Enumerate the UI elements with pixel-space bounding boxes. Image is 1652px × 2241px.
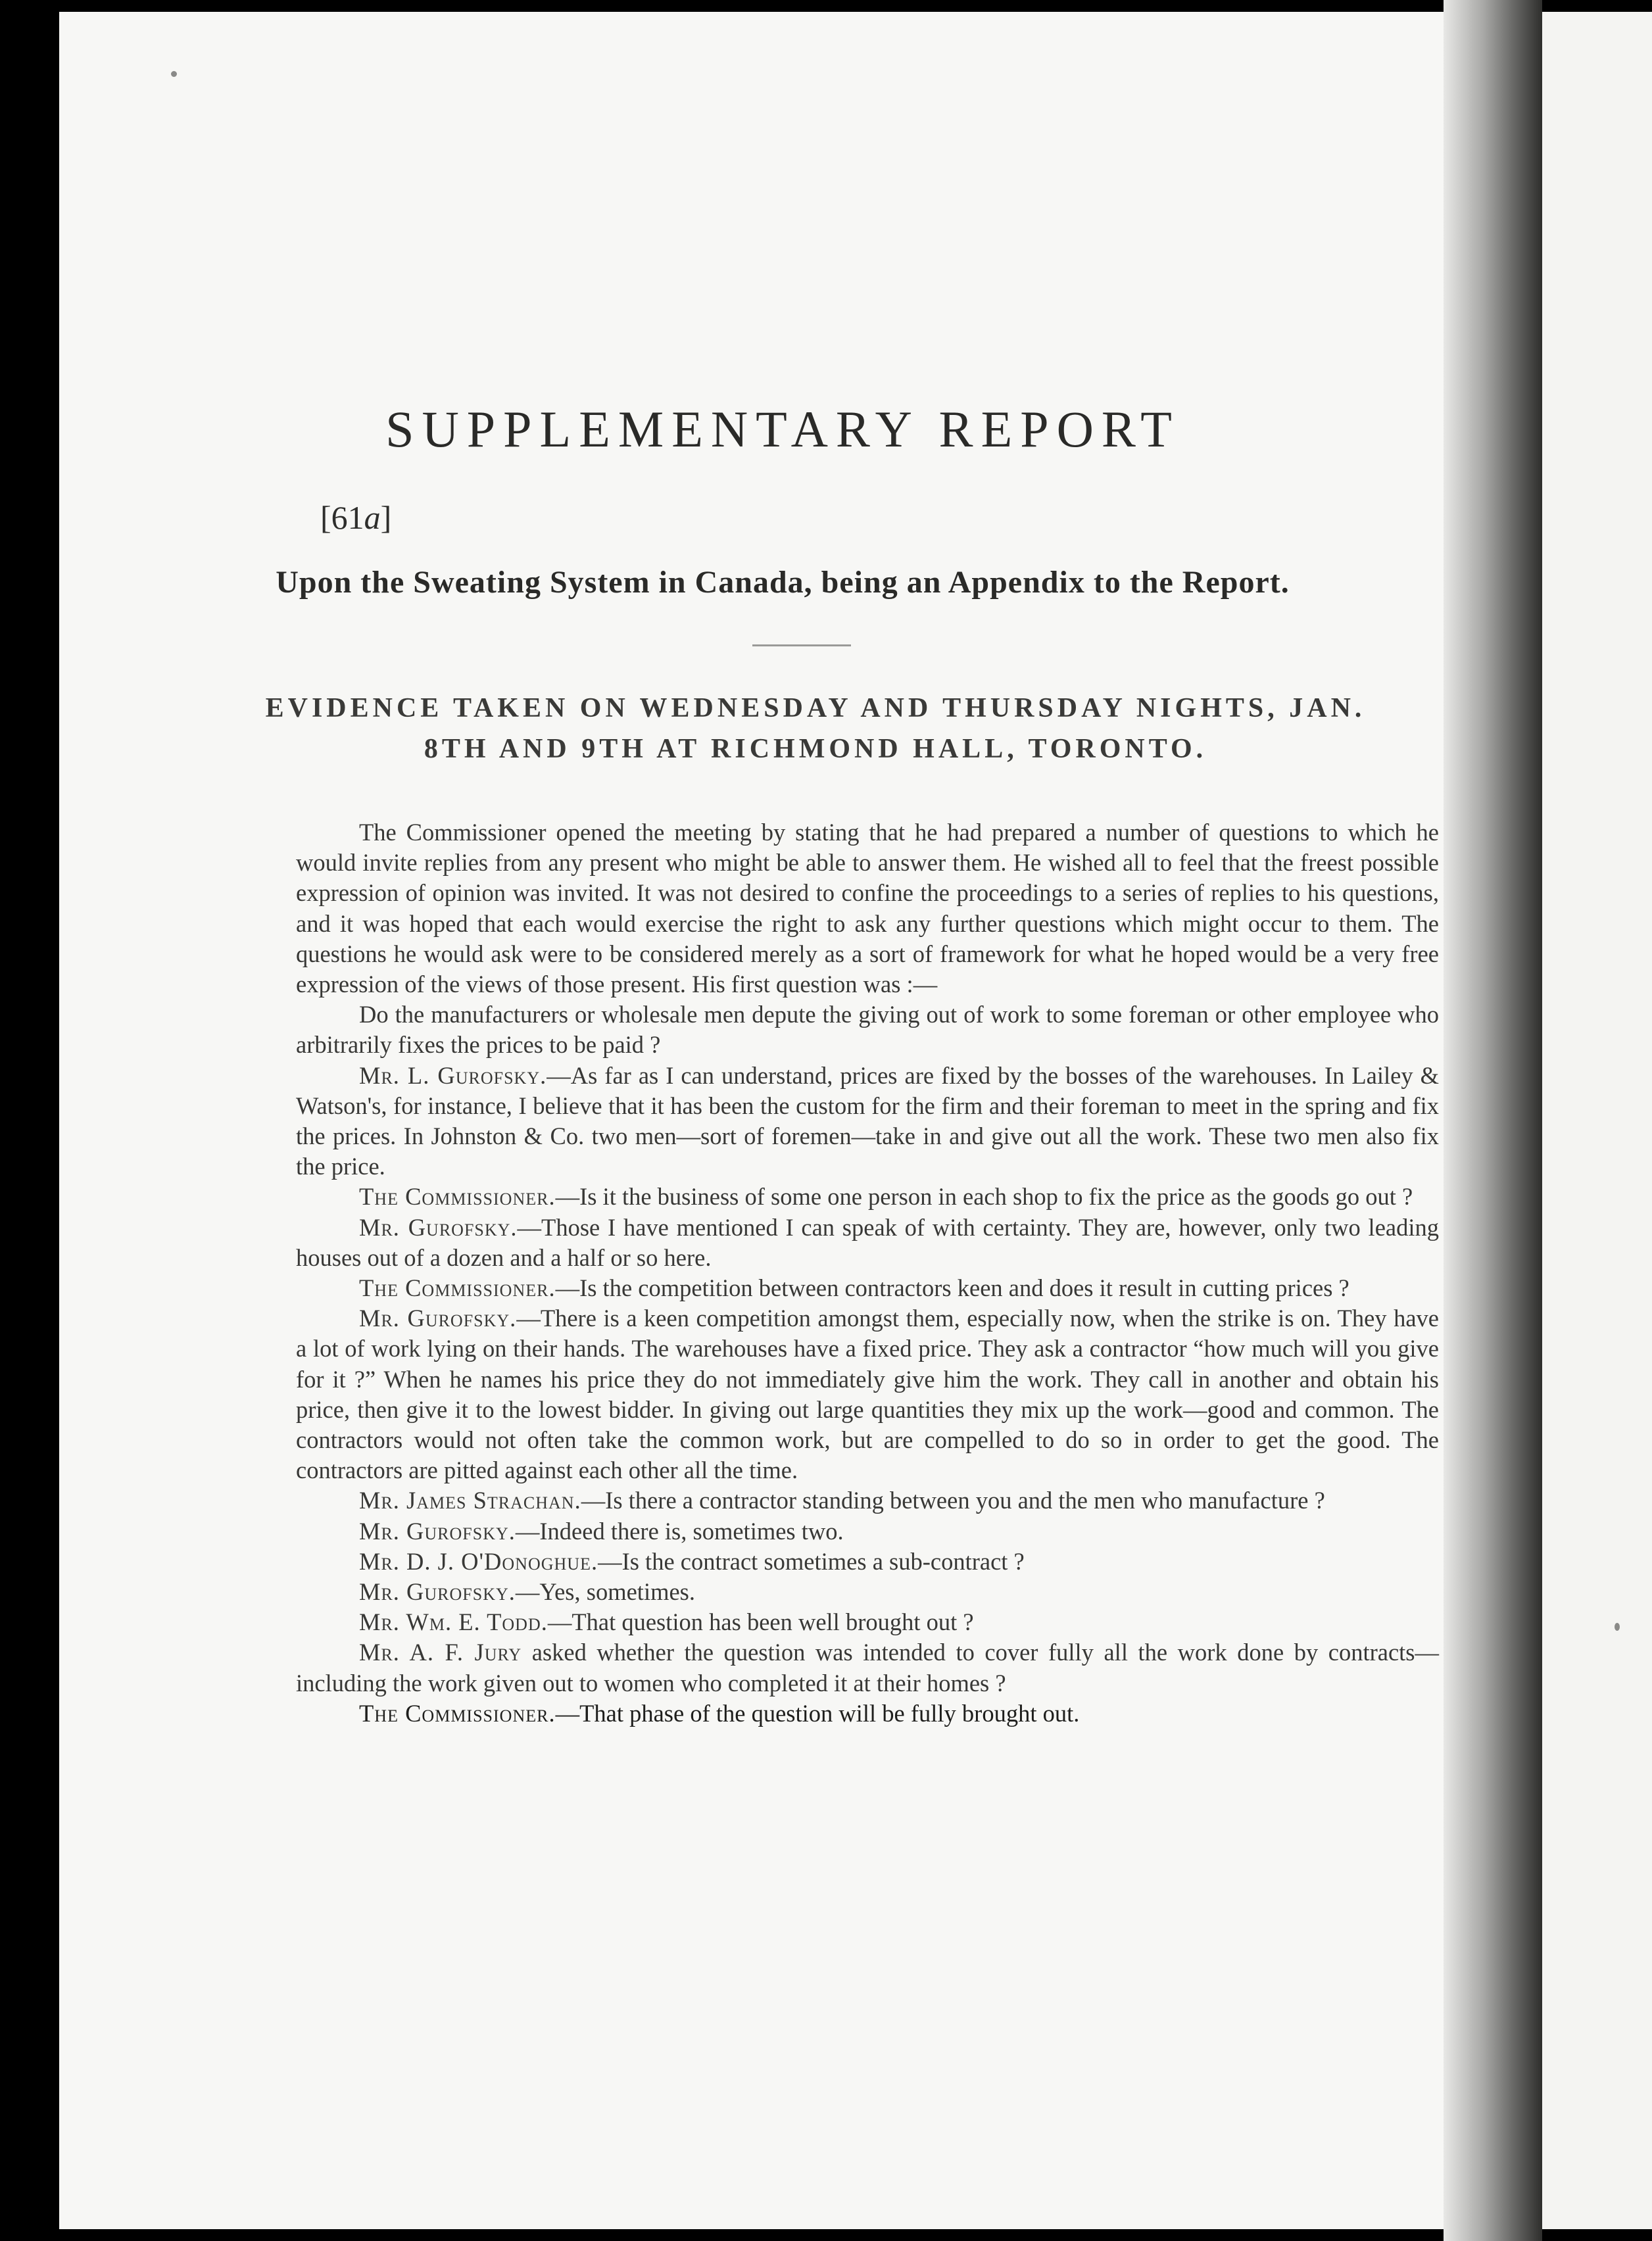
- speaker-name: Mr. Gurofsky.: [359, 1305, 517, 1332]
- paragraph: [296, 1182, 1439, 1212]
- document-number-suffix: ]: [380, 499, 392, 536]
- paragraph-text: —Is there a contractor standing between you and the men who manufacture ?: [581, 1487, 1325, 1514]
- report-subtitle: Upon the Sweating System in Canada, being an Appendix to the Report.: [276, 565, 1290, 600]
- paragraph: [296, 1577, 1439, 1607]
- speaker-name: Mr. Wm. E. Todd.: [359, 1608, 548, 1636]
- paragraph: [296, 1061, 1439, 1182]
- speaker-name: Mr. D. J. O'Donoghue.: [359, 1547, 598, 1575]
- paragraph-text: —Is it the business of some one person in each shop to fix the price as the goods go out ?: [555, 1183, 1413, 1211]
- page-speck: [1615, 1623, 1620, 1631]
- document-number-letter: a: [364, 499, 381, 536]
- speaker-name: The Commissioner.: [359, 1183, 556, 1211]
- paragraph-text: —Is the competition between contractors keen and does it result in cutting prices ?: [555, 1274, 1349, 1302]
- paragraph-text: —As far as I can understand, prices are fixed by the bosses of the warehouses. In Lailey & Watson's, for instance, I believe that it has been the custom for the firm and their foreman to meet in the spring and fix the prices. In Johnston & Co. two men—sort of foremen—take in and give out all the work. These two men also fix the price.: [296, 1061, 1439, 1180]
- paragraph: [296, 1516, 1439, 1547]
- speaker-name: Mr. Gurofsky.: [359, 1517, 516, 1545]
- document-page: [59, 12, 1506, 2229]
- speaker-name: Mr. James Strachan.: [359, 1487, 581, 1514]
- speaker-name: The Commissioner.: [359, 1699, 556, 1727]
- paragraph-text: —That phase of the question will be fully brought out.: [555, 1699, 1080, 1727]
- evidence-heading-line-1: EVIDENCE TAKEN ON WEDNESDAY AND THURSDAY NIGHTS, JAN.: [265, 693, 1366, 723]
- paragraph: [296, 1485, 1439, 1516]
- paragraph-text: —Indeed there is, sometimes two.: [515, 1517, 844, 1545]
- report-title: SUPPLEMENTARY REPORT: [385, 400, 1180, 458]
- paragraph-text: Do the manufacturers or wholesale men depute the giving out of work to some foreman or other employee who arbitrarily fixes the prices to be paid ?: [296, 1001, 1439, 1059]
- speaker-name: Mr. L. Gurofsky.: [359, 1061, 547, 1089]
- paragraph-text: —Is the contract sometimes a sub-contract ?: [598, 1547, 1025, 1575]
- speaker-name: Mr. Gurofsky.: [359, 1578, 516, 1606]
- evidence-body: [296, 817, 1439, 1729]
- book-gutter: [1444, 0, 1542, 2241]
- paragraph: [296, 1547, 1439, 1577]
- document-number-prefix: [61: [320, 499, 364, 536]
- adjacent-page-edge: [1542, 12, 1652, 2229]
- section-divider: [752, 644, 851, 646]
- document-number: [320, 498, 391, 537]
- page-speck: [171, 71, 177, 77]
- speaker-name: Mr. Gurofsky.: [359, 1213, 518, 1241]
- paragraph-text: —Those I have mentioned I can speak of with certainty. They are, however, only two leading houses out of a dozen and a half or so here.: [296, 1213, 1439, 1271]
- paragraph: [296, 1213, 1439, 1273]
- paragraph-text: asked whether the question was intended to cover fully all the work done by contracts—including the work given out to women who completed it at their homes ?: [296, 1639, 1439, 1697]
- speaker-name: The Commissioner.: [359, 1274, 556, 1302]
- paragraph-text: —Yes, sometimes.: [515, 1578, 696, 1606]
- paragraph: [296, 1303, 1439, 1485]
- evidence-heading-line-2: 8TH AND 9TH AT RICHMOND HALL, TORONTO.: [424, 734, 1207, 764]
- paragraph: [296, 1000, 1439, 1060]
- paragraph: [296, 1273, 1439, 1303]
- paragraph: [296, 1637, 1439, 1698]
- paragraph: [296, 1607, 1439, 1637]
- paragraph-text: The Commissioner opened the meeting by stating that he had prepared a number of questions to which he would invite replies from any present who might be able to answer them. He wished all to feel that the freest possible expression of opinion was invited. It was not desired to confine the proceedings to a series of replies to his questions, and it was hoped that each would exercise the right to ask any further questions which might occur to them. The questions he would ask were to be considered merely as a sort of framework for what he hoped would be a very free expression of the views of those present. His first question was :—: [296, 819, 1439, 998]
- paragraph-text: —There is a keen competition amongst them, especially now, when the strike is on. They have a lot of work lying on their hands. The warehouses have a fixed price. They ask a contractor “how much will you give for it ?” When he names his price they do not immediately give him the work. They call in another and obtain his price, then give it to the lowest bidder. In giving out large quantities they mix up the work—good and common. The contractors would not often take the common work, but are compelled to do so in order to get the good. The contractors are pitted against each other all the time.: [296, 1305, 1439, 1484]
- evidence-heading: [224, 688, 1407, 769]
- speaker-name: Mr. A. F. Jury: [359, 1639, 522, 1666]
- paragraph-text: —That question has been well brought out ?: [547, 1608, 974, 1636]
- paragraph: [296, 1699, 1439, 1729]
- paragraph: [296, 817, 1439, 1000]
